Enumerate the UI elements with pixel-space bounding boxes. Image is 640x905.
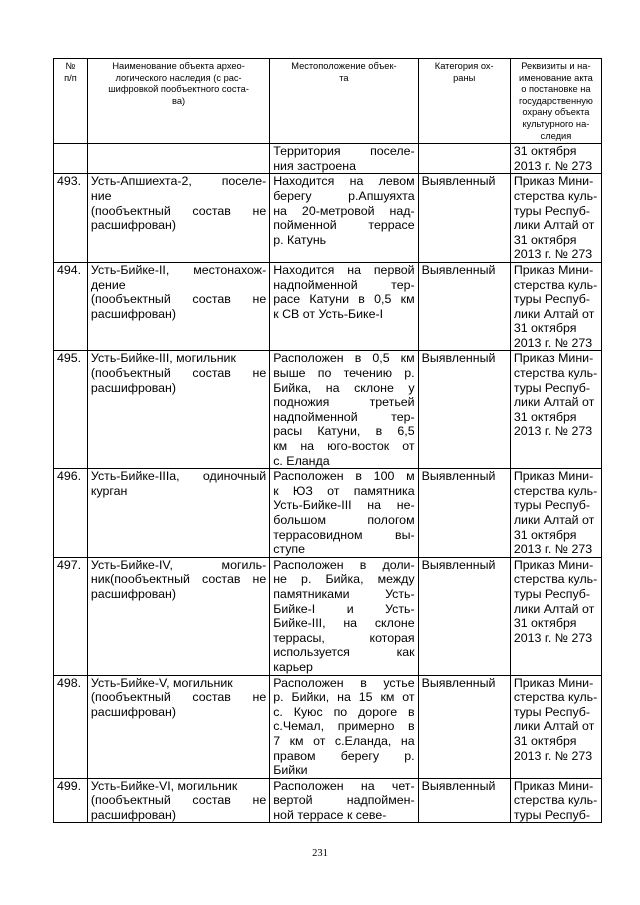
cell-line: (пообъектный состав не bbox=[90, 793, 267, 808]
category-cell: Выявленный bbox=[418, 469, 510, 558]
cell-line: расе Катуни в 0,5 км bbox=[273, 292, 415, 307]
cell-line: Бийки bbox=[273, 763, 308, 778]
cell-line: Расположен в 0,5 км bbox=[273, 351, 415, 366]
category-cell: Выявленный bbox=[418, 675, 510, 778]
cell-line: 31 октября bbox=[513, 409, 577, 424]
location-cell bbox=[270, 675, 418, 778]
object-name-cell bbox=[87, 174, 269, 263]
category-cell: Выявленный bbox=[418, 351, 510, 469]
cell-line: стерства куль- bbox=[513, 188, 598, 203]
cell-line: Усть-Бийке-III на не- bbox=[273, 498, 415, 513]
cell-line: туры Респуб- bbox=[513, 498, 590, 513]
cell-line: расшифрован) bbox=[90, 807, 177, 822]
row-number: 496. bbox=[54, 469, 88, 558]
row-number: 493. bbox=[54, 174, 88, 263]
document-cell bbox=[510, 675, 601, 778]
cell-line: ступе bbox=[273, 542, 306, 557]
cell-line: (пообъектный состав не bbox=[90, 690, 267, 705]
cell-line: 2013 г. № 273 bbox=[513, 247, 593, 262]
cell-line: расшифрован) bbox=[90, 586, 177, 601]
cell-line: Усть-Бийке-IV, могиль- bbox=[90, 557, 267, 572]
table-row bbox=[54, 174, 602, 263]
location-cell bbox=[270, 778, 418, 823]
cell-line: Находится на первой bbox=[273, 262, 415, 277]
cell-line: Усть-Бийке-V, могильник bbox=[90, 675, 233, 690]
cell-line: р. Катунь bbox=[273, 232, 327, 247]
table-row bbox=[54, 557, 602, 675]
cell-line: Приказ Мини- bbox=[513, 351, 594, 366]
document-cell bbox=[510, 351, 601, 469]
cell-line: на 20-метровой над- bbox=[273, 203, 415, 218]
cell-line: лики Алтай от bbox=[513, 218, 595, 233]
object-name-cell bbox=[87, 557, 269, 675]
cell-line: правом берегу р. bbox=[273, 748, 415, 763]
document-cell bbox=[510, 262, 601, 351]
cell-line: лики Алтай от bbox=[513, 306, 595, 321]
header-number: № п/п bbox=[54, 59, 88, 144]
cell-line: не р. Бийка, между bbox=[273, 572, 415, 587]
cell-line: туры Респуб- bbox=[513, 586, 590, 601]
cell-line: большом пологом bbox=[273, 513, 415, 527]
cell-line: стерства куль- bbox=[513, 366, 598, 381]
table-row bbox=[54, 675, 602, 778]
cell-line: 7 км от с.Еланда, на bbox=[273, 733, 415, 748]
cell-line: Находится на левом bbox=[273, 174, 415, 189]
cell-line: Приказ Мини- bbox=[513, 778, 594, 793]
cell-line: лики Алтай от bbox=[513, 513, 595, 527]
header-category: Категория ох- раны bbox=[418, 59, 510, 144]
cell-line: памятниками Усть- bbox=[273, 586, 415, 601]
cell-line: террасы, которая bbox=[273, 630, 415, 645]
cell-line: Расположен на чет- bbox=[273, 778, 415, 793]
header-document: Реквизиты и на- именование акта о постановке на государственную охрану объекта культурного на- следия bbox=[510, 59, 601, 144]
continuation-location-cell bbox=[270, 144, 418, 174]
row-number: 498. bbox=[54, 675, 88, 778]
cell-line: туры Респуб- bbox=[513, 704, 590, 719]
cell-line: 31 октября bbox=[513, 527, 577, 542]
category-cell: Выявленный bbox=[418, 262, 510, 351]
cell-line: лики Алтай от bbox=[513, 395, 595, 410]
table-row bbox=[54, 262, 602, 351]
document-cell bbox=[510, 174, 601, 263]
object-name-cell bbox=[87, 675, 269, 778]
cell-line: Территория поселе- bbox=[273, 144, 415, 159]
location-cell bbox=[270, 469, 418, 558]
cell-line: Расположен в 100 м bbox=[273, 469, 415, 484]
category-cell: Выявленный bbox=[418, 557, 510, 675]
cell-line: надпойменной тер- bbox=[273, 277, 415, 292]
cell-line: р. Бийки, на 15 км от bbox=[273, 690, 415, 705]
cell-line: 2013 г. № 273 bbox=[513, 424, 593, 439]
table-row bbox=[54, 351, 602, 469]
cell-line: туры Респуб- bbox=[513, 807, 590, 822]
cell-line: 2013 г. № 273 bbox=[513, 630, 593, 645]
continuation-num-cell bbox=[54, 144, 88, 174]
cell-line: (пообъектный состав не bbox=[90, 203, 267, 218]
table-row bbox=[54, 469, 602, 558]
cell-line: расшифрован) bbox=[90, 218, 177, 233]
cell-line: туры Респуб- bbox=[513, 292, 590, 307]
cell-line: Расположен в доли- bbox=[273, 557, 415, 572]
cell-line: Приказ Мини- bbox=[513, 262, 594, 277]
row-number: 499. bbox=[54, 778, 88, 823]
location-cell bbox=[270, 174, 418, 263]
location-cell bbox=[270, 557, 418, 675]
cell-line: 31 октября bbox=[513, 232, 577, 247]
cell-line: карьер bbox=[273, 659, 313, 674]
cell-line: 31 октября bbox=[513, 144, 577, 159]
cell-line: ние bbox=[90, 188, 112, 203]
cell-line: выше по течению р. bbox=[273, 366, 415, 381]
cell-line: с. Еланда bbox=[273, 453, 330, 468]
cell-line: 31 октября bbox=[513, 616, 577, 631]
cell-line: Усть-Апшиехта-2, поселе- bbox=[90, 174, 267, 189]
cell-line: Усть-Бийке-II, местонахож- bbox=[90, 262, 267, 277]
cell-line: лики Алтай от bbox=[513, 719, 595, 734]
cell-line: 31 октября bbox=[513, 733, 577, 748]
cell-line: стерства куль- bbox=[513, 572, 598, 587]
cell-line: км на юго-восток от bbox=[273, 439, 415, 454]
category-cell: Выявленный bbox=[418, 174, 510, 263]
cell-line: Приказ Мини- bbox=[513, 469, 594, 484]
cell-line: 2013 г. № 273 bbox=[513, 542, 593, 557]
heritage-registry-table bbox=[53, 58, 602, 823]
object-name-cell bbox=[87, 351, 269, 469]
cell-line: берегу р.Апшуяхта bbox=[273, 188, 415, 203]
cell-line: дение bbox=[90, 277, 126, 292]
continuation-row bbox=[54, 144, 602, 174]
row-number: 495. bbox=[54, 351, 88, 469]
page-number: 231 bbox=[312, 848, 328, 859]
cell-line: стерства куль- bbox=[513, 483, 598, 498]
document-cell bbox=[510, 557, 601, 675]
cell-line: Приказ Мини- bbox=[513, 675, 594, 690]
cell-line: расшифрован) bbox=[90, 704, 177, 719]
header-location: Местоположение объек- та bbox=[270, 59, 418, 144]
cell-line: (пообъектный состав не bbox=[90, 292, 267, 307]
table-header-row bbox=[54, 59, 602, 144]
cell-line: Расположен в устье bbox=[273, 675, 415, 690]
continuation-name-cell bbox=[87, 144, 269, 174]
cell-line: туры Респуб- bbox=[513, 203, 590, 218]
cell-line: к СВ от Усть-Бике-I bbox=[273, 306, 384, 321]
object-name-cell bbox=[87, 262, 269, 351]
cell-line: расы Катуни, в 6,5 bbox=[273, 424, 415, 439]
row-number: 494. bbox=[54, 262, 88, 351]
cell-line: расшифрован) bbox=[90, 306, 177, 321]
cell-line: подножия третьей bbox=[273, 395, 415, 410]
cell-line: 2013 г. № 273 bbox=[513, 335, 593, 350]
object-name-cell bbox=[87, 469, 269, 558]
cell-line: 2013 г. № 273 bbox=[513, 748, 593, 763]
cell-line: ной террасе к севе- bbox=[273, 807, 387, 822]
document-cell bbox=[510, 778, 601, 823]
cell-line: Приказ Мини- bbox=[513, 557, 594, 572]
cell-line: 31 октября bbox=[513, 321, 577, 336]
cell-line: надпойменной тер- bbox=[273, 409, 415, 424]
cell-line: стерства куль- bbox=[513, 277, 598, 292]
cell-line: Усть-Бийке-III, могильник bbox=[90, 351, 236, 366]
cell-line: Бийка, на склоне у bbox=[273, 380, 415, 395]
cell-line: курган bbox=[90, 483, 128, 498]
cell-line: стерства куль- bbox=[513, 793, 598, 808]
object-name-cell bbox=[87, 778, 269, 823]
cell-line: террасовидном вы- bbox=[273, 527, 415, 542]
header-object-name: Наименование объекта архео- логического наследия (с рас- шифровкой пообъектного соста- ва) bbox=[87, 59, 269, 144]
cell-line: вертой надпоймен- bbox=[273, 793, 415, 808]
cell-line: используется как bbox=[273, 645, 415, 660]
category-cell: Выявленный bbox=[418, 778, 510, 823]
cell-line: лики Алтай от bbox=[513, 601, 595, 616]
document-cell bbox=[510, 469, 601, 558]
cell-line: 2013 г. № 273 bbox=[513, 158, 593, 173]
cell-line: с.Чемал, примерно в bbox=[273, 719, 415, 734]
cell-line: (пообъектный состав не bbox=[90, 366, 267, 381]
continuation-document-cell bbox=[510, 144, 601, 174]
cell-line: Приказ Мини- bbox=[513, 174, 594, 189]
location-cell bbox=[270, 262, 418, 351]
cell-line: ник(пообъектный состав не bbox=[90, 572, 267, 587]
cell-line: Бийке-III, на склоне bbox=[273, 616, 415, 631]
cell-line: пойменной террасе bbox=[273, 218, 415, 233]
cell-line: Усть-Бийке-VI, могильник bbox=[90, 778, 238, 793]
table-row bbox=[54, 778, 602, 823]
cell-line: с. Куюс по дороге в bbox=[273, 704, 415, 719]
cell-line: расшифрован) bbox=[90, 380, 177, 395]
row-number: 497. bbox=[54, 557, 88, 675]
continuation-category-cell bbox=[418, 144, 510, 174]
cell-line: к ЮЗ от памятника bbox=[273, 483, 415, 498]
cell-line: Усть-Бийке-IIIа, одиночный bbox=[90, 469, 267, 484]
cell-line: Бийке-I и Усть- bbox=[273, 601, 415, 616]
table-body bbox=[54, 144, 602, 823]
cell-line: стерства куль- bbox=[513, 690, 598, 705]
cell-line: туры Респуб- bbox=[513, 380, 590, 395]
location-cell bbox=[270, 351, 418, 469]
cell-line: ния застроена bbox=[273, 158, 356, 173]
